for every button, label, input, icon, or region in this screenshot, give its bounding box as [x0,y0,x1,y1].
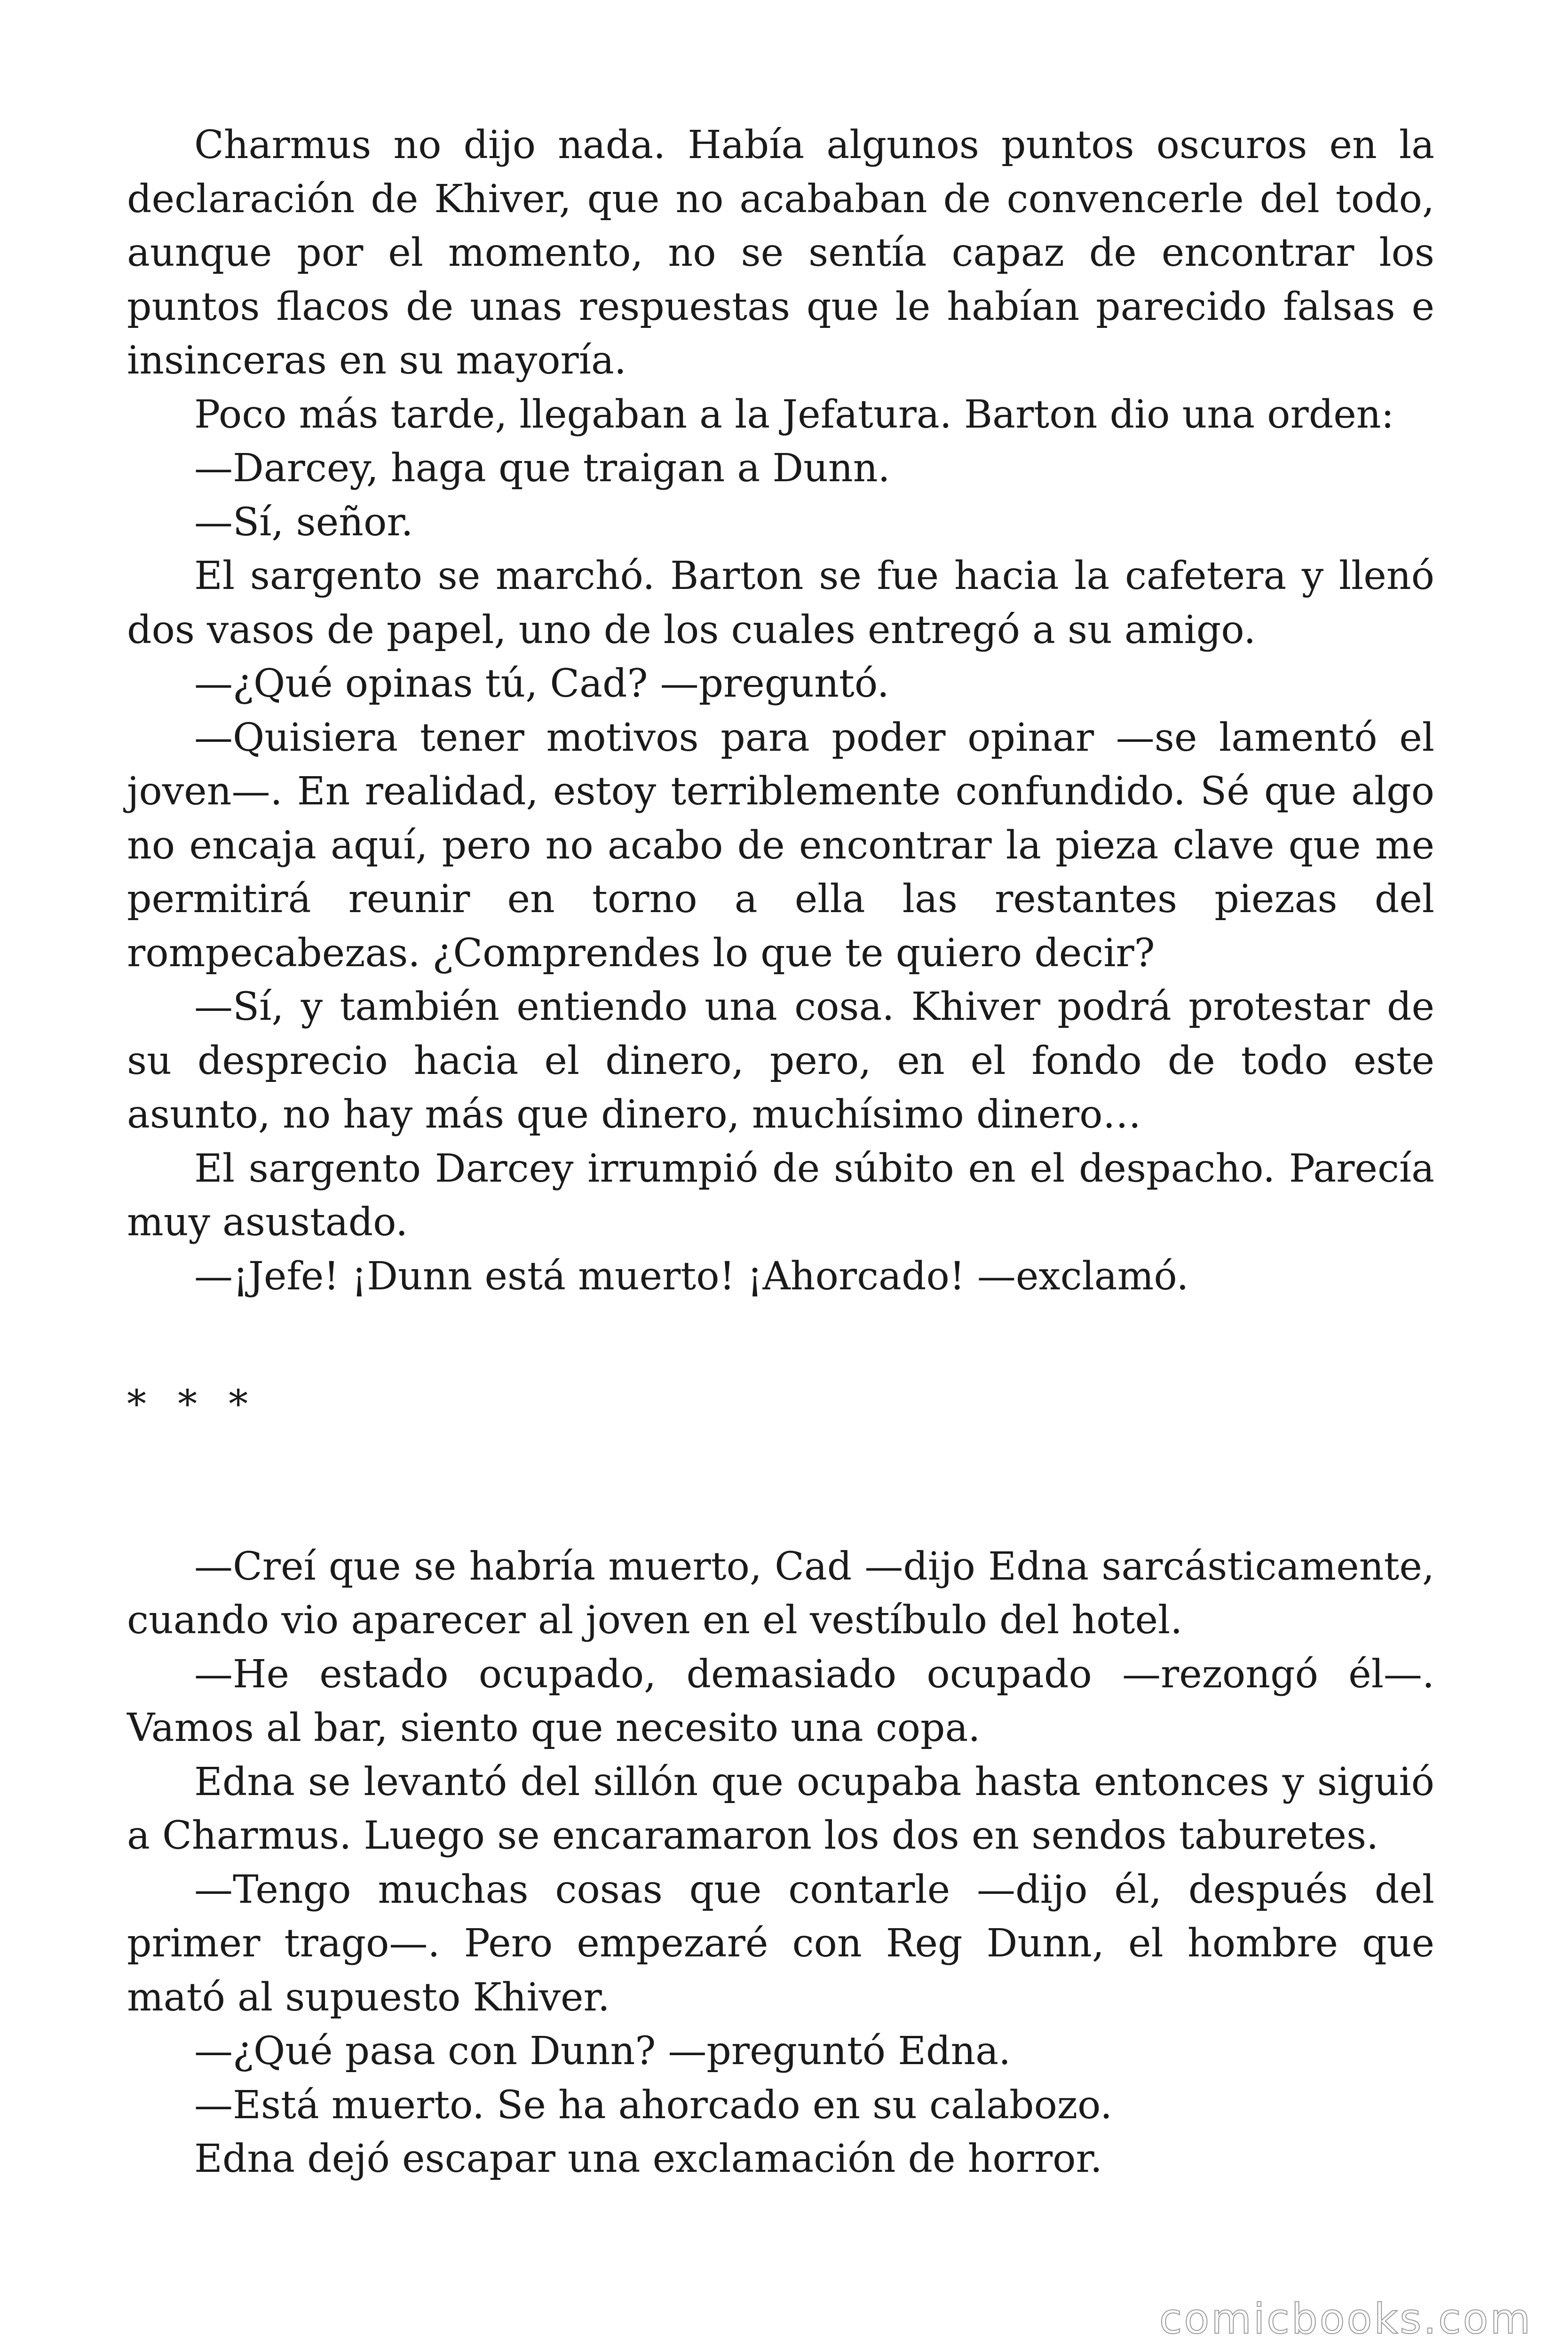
paragraph: —Creí que se habría muerto, Cad —dijo Edna sarcásticamente, cuando vio aparecer al joven en el vestíbulo del hotel. [127,1544,1434,1643]
paragraph: —Tengo muchas cosas que contarle —dijo él, después del primer trago—. Pero empezaré con Reg Dunn, el hombre que mató al supuesto Khiver. [127,1867,1434,2020]
paragraph: —He estado ocupado, demasiado ocupado —rezongó él—. Vamos al bar, siento que necesito una copa. [127,1652,1434,1750]
paragraph: —¿Qué pasa con Dunn? —preguntó Edna. [194,2029,1011,2074]
paragraph: Edna se levantó del sillón que ocupaba hasta entonces y siguió a Charmus. Luego se encaramaron los dos en sendos taburetes. [127,1759,1434,1858]
paragraph: Poco más tarde, llegaban a la Jefatura. Barton dio una orden: [194,392,1394,437]
paragraph: —¡Jefe! ¡Dunn está muerto! ¡Ahorcado! —exclamó. [194,1254,1189,1299]
paragraph: —Sí, y también entiendo una cosa. Khiver podrá protestar de su desprecio hacia el dinero, pero, en el fondo de todo este asunto, no hay más que dinero, muchísimo dinero… [127,985,1434,1137]
paragraph: —Quisiera tener motivos para poder opinar —se lamentó el joven—. En realidad, estoy terriblemente confundido. Sé que algo no encaja aquí, pero no acabo de encontrar la pieza clave que me permitirá reunir en torno a ella las restantes piezas del rompecabezas. ¿Comprendes lo que te quiero decir? [127,715,1434,976]
paragraph: El sargento Darcey irrumpió de súbito en el despacho. Parecía muy asustado. [127,1146,1434,1245]
scene-break-separator: * * * [127,1382,258,1427]
paragraph: El sargento se marchó. Barton se fue hacia la cafetera y llenó dos vasos de papel, uno de los cuales entregó a su amigo. [127,554,1434,652]
paragraph: —¿Qué opinas tú, Cad? —preguntó. [194,661,889,706]
paragraph: —Está muerto. Se ha ahorcado en su calabozo. [194,2082,1113,2128]
paragraph: —Sí, señor. [194,500,413,545]
paragraph: Edna dejó escapar una exclamación de horror. [194,2137,1102,2181]
paragraph: Charmus no dijo nada. Había algunos puntos oscuros en la declaración de Khiver, que no acababan de convencerle del todo, aunque por el momento, no se sentía capaz de encontrar los puntos flacos de unas respuestas que le habían parecido falsas e insinceras en su mayoría. [127,123,1434,383]
watermark-text: comicbooks.com [1159,2295,1533,2343]
page-body [127,119,1434,2186]
paragraph: —Darcey, haga que traigan a Dunn. [194,446,890,491]
